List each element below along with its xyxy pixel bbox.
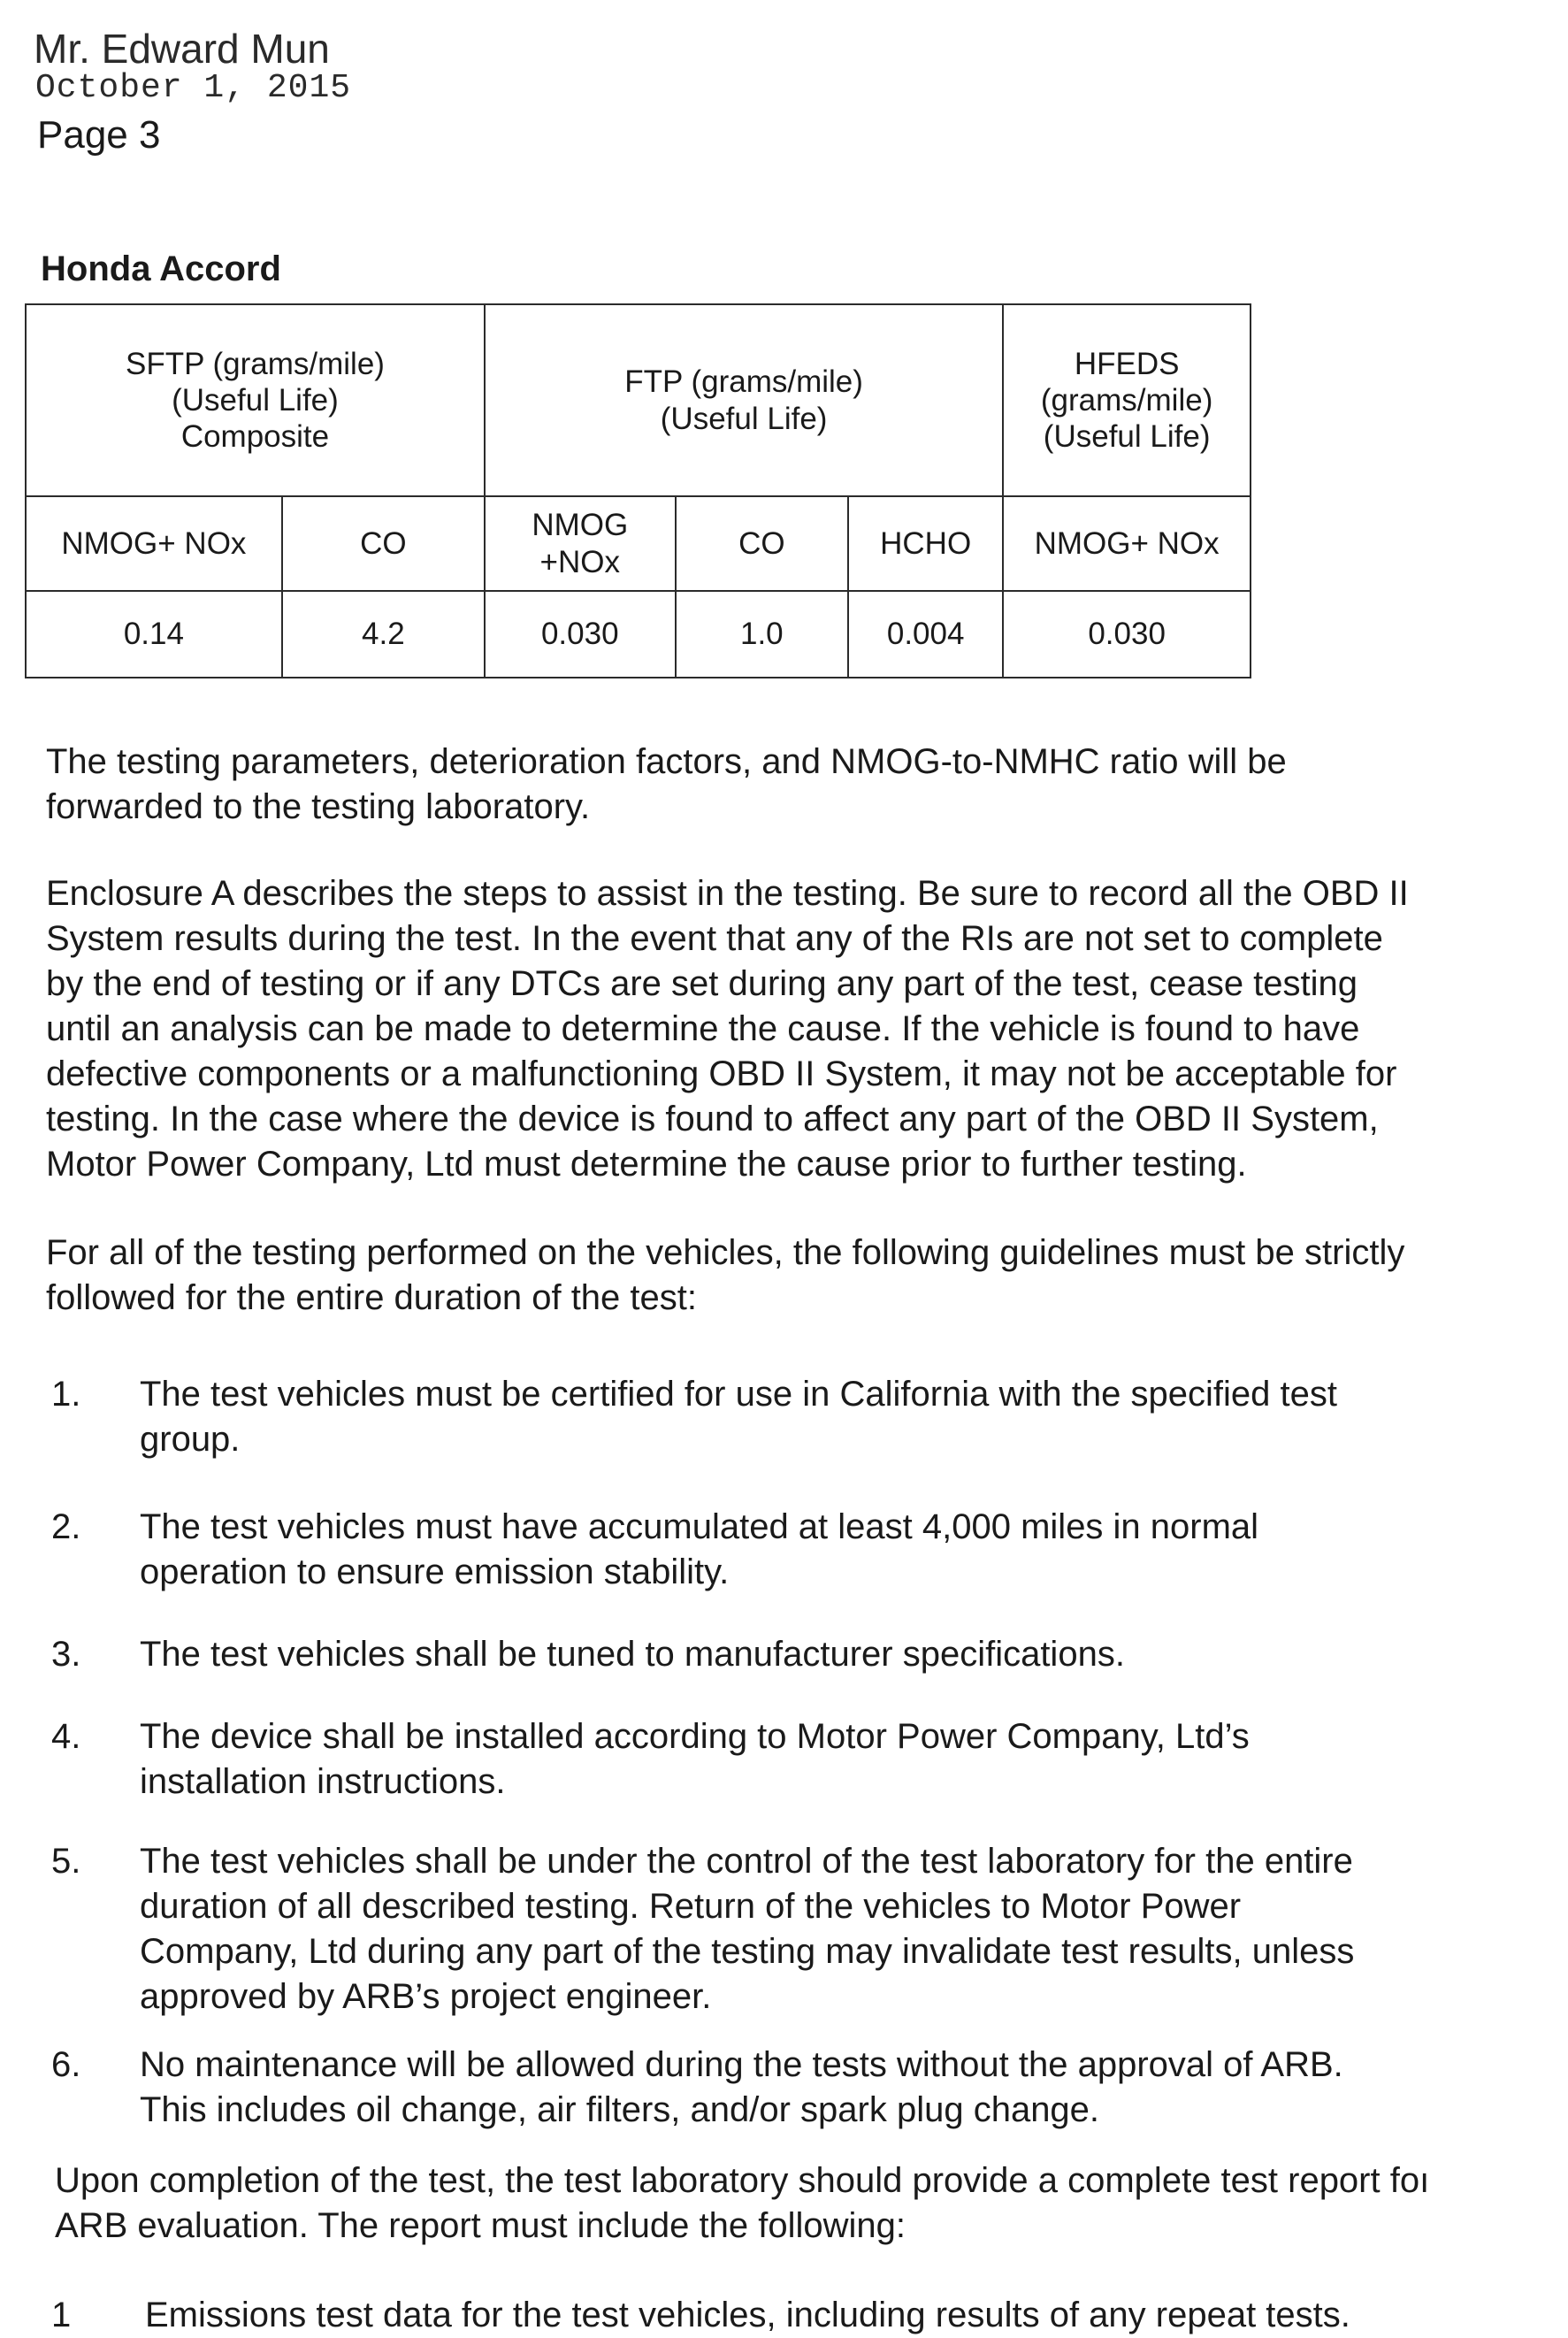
value-ftp-nmog-nox: 0.030: [485, 591, 676, 678]
paragraph-report-requirements: Upon completion of the test, the test laboratory should provide a complete test report foı ARB evaluation. The report must include the following:: [55, 2161, 1430, 2245]
value-sftp-nmog-nox: 0.14: [26, 591, 282, 678]
guideline-number: 5.: [51, 1842, 81, 1881]
value-ftp-hcho: 0.004: [848, 591, 1003, 678]
section-title: Honda Accord: [41, 249, 281, 288]
value-sftp-co: 4.2: [282, 591, 485, 678]
col-header-hfeds-nmog-nox: NMOG+ NOx: [1003, 496, 1251, 591]
col-header-ftp-nmog-nox: NMOG +NOx: [485, 496, 676, 591]
paragraph-guidelines-intro: For all of the testing performed on the vehicles, the following guidelines must be strictly followed for the entire duration of the test:: [46, 1233, 1405, 1317]
table-values-row: [26, 591, 1251, 678]
report-item-text: Emissions test data for the test vehicles, including results of any repeat tests.: [145, 2296, 1350, 2334]
guideline-text: The test vehicles shall be tuned to manufacturer specifications.: [140, 1635, 1125, 1674]
guideline-number: 3.: [51, 1635, 81, 1674]
guideline-text: No maintenance will be allowed during the tests without the approval of ARB. This includes oil change, air filters, and/or spark plug change.: [140, 2045, 1343, 2129]
guideline-number: 2.: [51, 1507, 81, 1546]
col-header-ftp-hcho: HCHO: [848, 496, 1003, 591]
table-group-header-row: [26, 304, 1251, 496]
guideline-number: 4.: [51, 1717, 81, 1756]
guideline-text: The device shall be installed according to Motor Power Company, Ltd’s installation instructions.: [140, 1717, 1250, 1801]
ftp-group-header: FTP (grams/mile) (Useful Life): [485, 304, 1003, 496]
page-number: Page 3: [37, 113, 161, 157]
letter-date: October 1, 2015: [35, 69, 352, 107]
guideline-text: The test vehicles shall be under the control of the test laboratory for the entire duration of all described testing. Return of the vehicles to Motor Power Company, Ltd during any part of the testing may invalidate test results, unless approved by ARB’s project engineer.: [140, 1842, 1355, 2016]
paragraph-enclosure-a: Enclosure A describes the steps to assist in the testing. Be sure to record all the OBD II System results during the test. In the event that any of the RIs are not set to complete by the end of testing or if any DTCs are set during any part of the test, cease testing until an analysis can be made to determine the cause. If the vehicle is found to have defective components or a malfunctioning OBD II System, it may not be acceptable for testing. In the case where the device is found to affect any part of the OBD II System, Motor Power Company, Ltd must determine the cause prior to further testing.: [46, 874, 1409, 1184]
guideline-text: The test vehicles must be certified for use in California with the specified test group.: [140, 1375, 1337, 1459]
value-hfeds-nmog-nox: 0.030: [1003, 591, 1251, 678]
col-header-sftp-nmog-nox: NMOG+ NOx: [26, 496, 282, 591]
guideline-text: The test vehicles must have accumulated at least 4,000 miles in normal operation to ensure emission stability.: [140, 1507, 1259, 1591]
report-item-number: 1: [51, 2296, 72, 2334]
guideline-number: 6.: [51, 2045, 81, 2084]
hfeds-group-header: HFEDS (grams/mile) (Useful Life): [1003, 304, 1251, 496]
paragraph-forwarding: The testing parameters, deterioration factors, and NMOG-to-NMHC ratio will be forwarded to the testing laboratory.: [46, 742, 1287, 826]
recipient-name: Mr. Edward Mun: [34, 26, 330, 72]
col-header-ftp-co: CO: [676, 496, 848, 591]
guideline-number: 1.: [51, 1375, 81, 1414]
table-column-header-row: [26, 496, 1251, 591]
value-ftp-co: 1.0: [676, 591, 848, 678]
col-header-sftp-co: CO: [282, 496, 485, 591]
sftp-group-header: SFTP (grams/mile) (Useful Life) Composite: [26, 304, 485, 496]
emissions-standards-table: [25, 303, 1251, 678]
